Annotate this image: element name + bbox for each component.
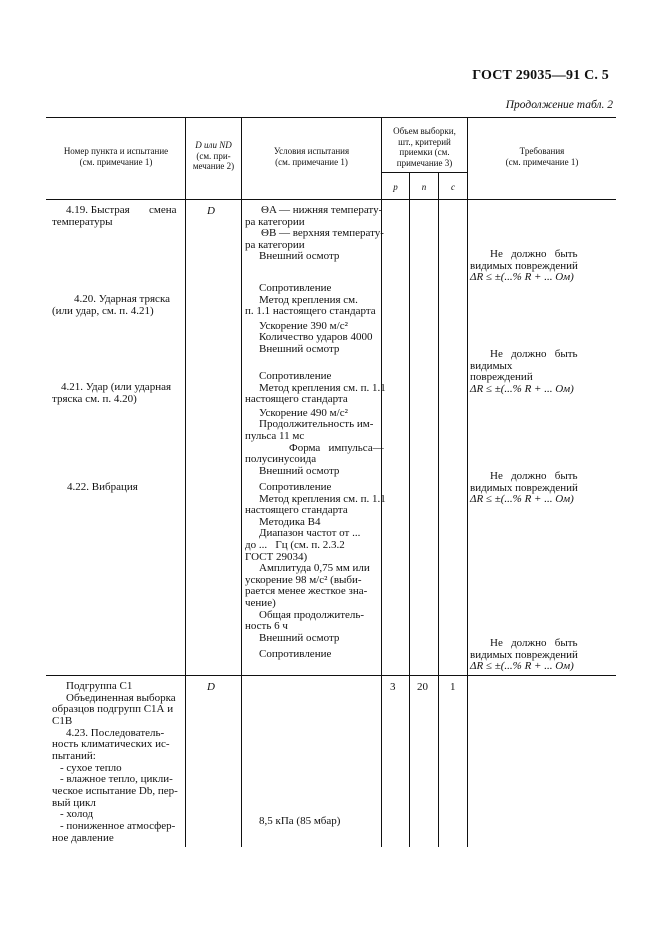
table-continuation: Продолжение табл. 2 [505, 99, 613, 111]
requirement-4-21: Не должно быть видимых повреждений ΔR ≤ ±(...% R + ... Ом) [470, 470, 578, 506]
col-divider-n [438, 172, 439, 847]
header-sample: Объем выборки, шт., критерий приемки (см. примечание 3) [393, 126, 456, 168]
dnd-value-4-19: D [207, 205, 215, 217]
conditions-list: ΘA — нижняя температу- ра категории ΘB — верхняя температу- ра категории Внешний осмотр [245, 204, 384, 263]
item-subgroup-c1: Подгруппа С1 Объединенная выборка образцов подгрупп С1А и С1В 4.23. Последователь- ность климатических ис- пытаний: - сухое тепло - влажное тепло, цикли- ческое испытание Db, пер- вый цикл - холод - пониженное атмосфер- ное давление [52, 680, 178, 844]
col-divider-p [409, 172, 410, 847]
item-4-19: 4.19. Быстрая смена температуры [52, 204, 177, 228]
header-c: c [451, 182, 455, 192]
item-4-22: 4.22. Вибрация [67, 481, 138, 493]
requirement-4-22: Не должно быть видимых повреждений ΔR ≤ ±(...% R + ... Ом) [470, 637, 578, 673]
col-divider-2 [241, 117, 242, 847]
item-4-20: 4.20. Ударная тряска (или удар, см. п. 4.21) [52, 293, 170, 317]
header-dnd: D или ND (см. при- мечание 2) [192, 140, 235, 171]
sample-n-value: 20 [417, 681, 428, 693]
conditions-4-22: Сопротивление Метод крепления см. п. 1.1 настоящего стандарта Методика В4 Диапазон частот от ... до ... Гц (см. п. 2.3.2 ГОСТ 29034) Амплитуда 0,75 мм или ускорение 98 м/с² (выби- рается менее жесткое зна- чение) Общая продолжитель- ность 6 ч Внешний осмотр [245, 481, 386, 644]
page-header-title: ГОСТ 29035—91 С. 5 [472, 68, 609, 83]
requirement-4-19: Не должно быть видимых повреждений ΔR ≤ ±(...% R + ... Ом) [470, 248, 578, 284]
conditions-4-21: Сопротивление Метод крепления см. п. 1.1 настоящего стандарта Ускорение 490 м/с² Продолжительность им- пульса 11 мс Форма импульса— полусинусоида Внешний осмотр [245, 370, 386, 477]
sample-c-value: 1 [450, 681, 456, 693]
dnd-value-c1: D [207, 681, 215, 693]
table-top-rule [46, 117, 616, 118]
group-separator-rule [46, 675, 616, 676]
header-conditions: Условия испытания (см. примечание 1) [273, 146, 350, 167]
conditions-4-22-resistance: Сопротивление [259, 648, 332, 660]
requirement-4-20: Не должно быть видимых повреждений ΔR ≤ ±(...% R + ... Ом) [470, 348, 578, 395]
conditions-4-20: Сопротивление Метод крепления см. п. 1.1 настоящего стандарта Ускорение 390 м/с² Количество ударов 4000 Внешний осмотр [245, 282, 376, 355]
conditions-pressure: 8,5 кПа (85 мбар) [259, 815, 341, 827]
item-4-21: 4.21. Удар (или ударная тряска см. п. 4.20) [52, 381, 172, 405]
header-p: p [393, 182, 398, 192]
header-item: Номер пункта и испытание (см. примечание 1) [63, 146, 169, 167]
col-divider-1 [185, 117, 186, 847]
header-bottom-rule [46, 199, 616, 200]
col-divider-4 [467, 117, 468, 847]
sample-p-value: 3 [390, 681, 396, 693]
header-n: n [421, 182, 427, 192]
sample-header-rule [381, 172, 467, 173]
header-requirements: Требования (см. примечание 1) [505, 146, 579, 167]
